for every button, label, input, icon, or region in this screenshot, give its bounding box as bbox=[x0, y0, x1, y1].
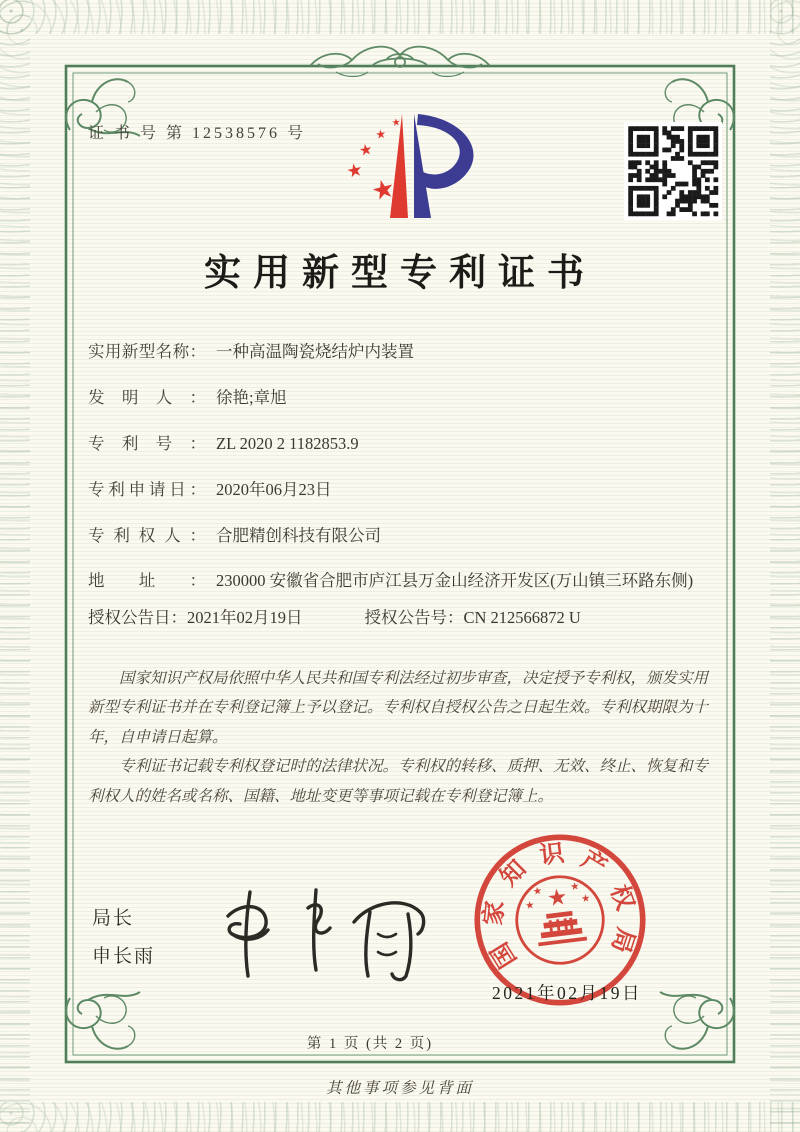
field-value: ZL 2020 2 1182853.9 bbox=[216, 433, 359, 453]
svg-text:★: ★ bbox=[374, 126, 388, 142]
field-row-patentee bbox=[88, 522, 716, 551]
certificate-number: 证 书 号 第 12538576 号 bbox=[88, 125, 307, 142]
top-crest-ornament bbox=[310, 47, 490, 77]
legal-text bbox=[88, 664, 720, 811]
field-label: 专利号： bbox=[88, 433, 206, 453]
svg-text:产: 产 bbox=[576, 845, 612, 882]
svg-text:★: ★ bbox=[368, 173, 399, 208]
svg-text:权: 权 bbox=[604, 881, 639, 914]
grant-number-value: CN 212566872 U bbox=[463, 608, 581, 628]
field-value: 合肥精创科技有限公司 bbox=[216, 525, 381, 545]
field-row-name bbox=[88, 338, 716, 367]
field-value: 一种高温陶瓷烧结炉内装置 bbox=[216, 342, 414, 361]
qr-code bbox=[624, 122, 722, 220]
director-signature-icon bbox=[212, 878, 442, 988]
grant-date-value: 2021年02月19日 bbox=[187, 608, 303, 628]
svg-text:识: 识 bbox=[538, 839, 566, 870]
svg-text:★: ★ bbox=[569, 880, 581, 894]
field-value: 230000 安徽省合肥市庐江县万金山经济开发区(万山镇三环路东侧) bbox=[216, 571, 694, 591]
certificate-fields bbox=[88, 338, 716, 628]
field-value: 徐艳;章旭 bbox=[216, 387, 287, 407]
field-label: 实用新型名称： bbox=[88, 342, 206, 361]
field-label: 专利权人： bbox=[88, 525, 206, 545]
svg-text:★: ★ bbox=[357, 139, 374, 160]
field-value: 2020年06月23日 bbox=[216, 479, 332, 499]
legal-paragraph-2: 专利证书记载专利权登记时的法律状况。专利权的转移、质押、无效、终止、恢复和专利权人的姓名或名称、国籍、地址变更等事项记载在专利登记簿上。 bbox=[88, 758, 709, 805]
grant-date-label: 授权公告日： bbox=[88, 608, 187, 628]
grant-number-label: 授权公告号： bbox=[364, 608, 464, 628]
svg-text:国: 国 bbox=[486, 937, 523, 973]
svg-text:★: ★ bbox=[344, 158, 365, 183]
back-side-note: 其他事项参见背面 bbox=[325, 1080, 474, 1097]
svg-text:局: 局 bbox=[605, 924, 640, 957]
page-number: 第 1 页 (共 2 页) bbox=[306, 1036, 434, 1052]
svg-text:★: ★ bbox=[545, 883, 569, 913]
seal-date: 2021年02月19日 bbox=[492, 983, 642, 1003]
field-row-application-date bbox=[88, 476, 716, 505]
field-label: 专利申请日： bbox=[88, 479, 206, 499]
field-row-inventor bbox=[88, 384, 716, 413]
signer-block bbox=[92, 900, 155, 976]
field-label: 地址： bbox=[88, 571, 206, 591]
svg-text:★: ★ bbox=[532, 884, 543, 898]
national-emblem bbox=[512, 872, 608, 968]
svg-text:家: 家 bbox=[479, 899, 510, 927]
field-row-grant bbox=[88, 604, 716, 628]
svg-text:★: ★ bbox=[580, 892, 592, 906]
signer-name: 申长雨 bbox=[92, 946, 156, 967]
field-row-address bbox=[88, 567, 716, 596]
svg-text:★: ★ bbox=[524, 899, 536, 913]
certificate-title: 实用新型专利证书 bbox=[204, 253, 596, 294]
cnipa-patent-logo-icon bbox=[338, 106, 488, 232]
field-row-patent-number bbox=[88, 430, 716, 459]
svg-text:★: ★ bbox=[391, 117, 402, 129]
svg-text:知: 知 bbox=[495, 855, 532, 892]
signer-title: 局长 bbox=[92, 908, 135, 929]
field-label: 发明人： bbox=[88, 387, 206, 407]
legal-paragraph-1: 国家知识产权局依照中华人民共和国专利法经过初步审查，决定授予专利权，颁发实用新型专利证书并在专利登记簿上予以登记。专利权自授权公告之日起生效。专利权期限为十年，自申请日起算。 bbox=[88, 670, 709, 746]
